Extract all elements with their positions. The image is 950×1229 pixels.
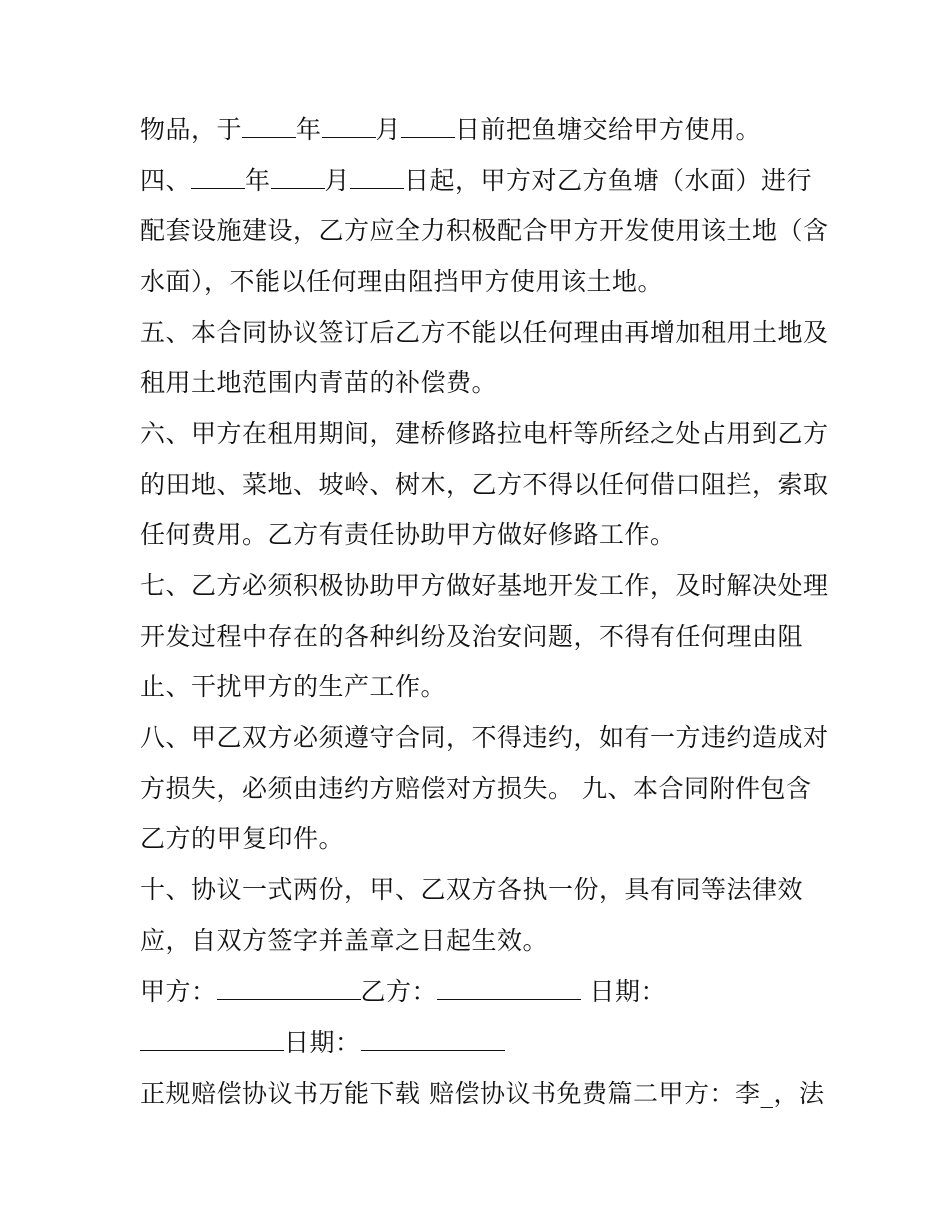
blank-day: [350, 166, 404, 189]
blank-year: [191, 166, 245, 189]
text-line: 配套设施建设，乙方应全力积极配合甲方开发使用该土地（含: [140, 216, 829, 245]
blank-month: [271, 166, 325, 189]
blank-year: [242, 115, 296, 138]
date-label: 日期：: [284, 1028, 361, 1057]
text-line: 应，自双方签字并盖章之日起生效。: [140, 926, 549, 955]
blank-day: [401, 115, 455, 138]
party-a-signature-blank: [217, 977, 361, 1000]
date-blank: [361, 1028, 505, 1051]
text-line: 的田地、菜地、坡岭、树木，乙方不得以任何借口阻拦，索取: [140, 470, 829, 499]
text-line: 乙方的甲复印件。: [140, 824, 345, 853]
text-line: 租用土地范围内青苗的补偿费。: [140, 368, 498, 397]
date-line: [140, 1025, 830, 1061]
text-segment: 四、: [140, 166, 192, 195]
text-line: 任何费用。乙方有责任协助甲方做好修路工作。: [140, 520, 676, 549]
text-line: 开发过程中存在的各种纠纷及治安问题，不得有任何理由阻: [140, 622, 804, 651]
text-segment: 日起，甲方对乙方鱼塘（水面）进行: [404, 166, 813, 195]
blank-month: [322, 115, 376, 138]
clause-10-line: 十、协议一式两份，甲、乙双方各执一份，具有同等法律效: [140, 875, 804, 904]
text-segment: 日前把鱼塘交给甲方使用。: [455, 115, 762, 144]
date-label: 日期：: [581, 977, 666, 1006]
clause-4-line: [140, 163, 830, 199]
text-line: 方损失，必须由违约方赔偿对方损失。 九、本合同附件包含: [140, 774, 812, 803]
clause-6-line: 六、甲方在租用期间，建桥修路拉电杆等所经之处占用到乙方: [140, 419, 829, 448]
party-b-signature-blank: [437, 977, 581, 1000]
text-segment: 月: [375, 115, 402, 144]
text-segment: 年: [245, 166, 271, 195]
party-a-label: 甲方：: [140, 977, 217, 1006]
clause-7-line: 七、乙方必须积极协助甲方做好基地开发工作，及时解决处理: [140, 571, 829, 600]
text-segment: 年: [296, 115, 322, 144]
clause-5-line: 五、本合同协议签订后乙方不能以任何理由再增加租用土地及: [140, 318, 829, 347]
text-line: 止、干扰甲方的生产工作。: [140, 672, 447, 701]
text-line: 水面），不能以任何理由阻挡甲方使用该土地。: [140, 267, 664, 296]
text-segment: 物品，于: [140, 115, 243, 144]
next-agreement-line: 正规赔偿协议书万能下载 赔偿协议书免费篇二甲方：李_，法: [140, 1079, 825, 1108]
text-segment: 月: [324, 166, 351, 195]
signature-line: [140, 974, 830, 1010]
date-blank: [140, 1028, 284, 1051]
party-b-label: 乙方：: [360, 977, 438, 1006]
clause-8-line: 八、甲乙双方必须遵守合同，不得违约，如有一方违约造成对: [140, 723, 829, 752]
text-line: [140, 112, 830, 148]
